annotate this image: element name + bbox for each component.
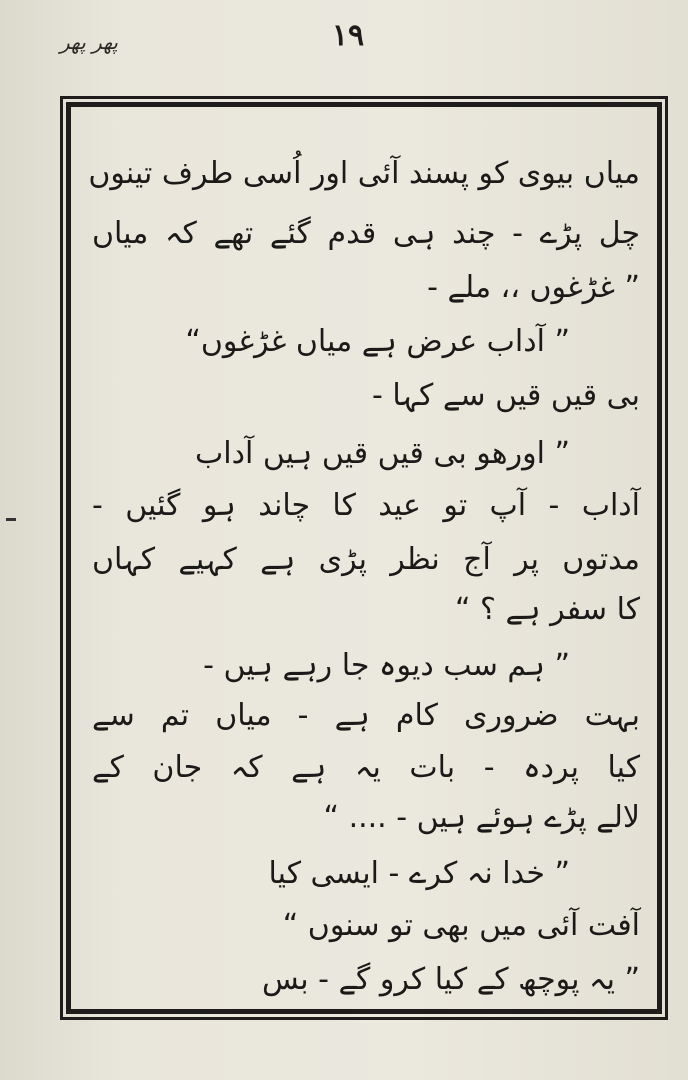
text-line-15: آفت آئی میں بھی تو سنوں “ (282, 908, 640, 943)
text-line-7: آداب - آپ تو عید کا چاند ہو گئیں - (92, 488, 640, 523)
text-line-6: ” اورھو بی قیں قیں ہیں آداب (195, 436, 570, 471)
text-line-5: بی قیں قیں سے کہا - (371, 378, 640, 413)
text-line-10: ” ہم سب دیوہ جا رہے ہیں - (203, 648, 570, 683)
text-line-8: مدتوں پر آج نظر پڑی ہے کہیے کہاں (92, 542, 640, 577)
text-line-14: ” خدا نہ کرے - ایسی کیا (268, 856, 570, 891)
text-line-9: کا سفر ہے ؟ “ (454, 592, 640, 627)
margin-mark (6, 518, 16, 521)
page-number: ۱۹ (331, 18, 365, 53)
text-line-11: بہت ضروری کام ہے - میاں تم سے (92, 698, 640, 733)
text-line-4: ” آداب عرض ہے میاں غڑغوں“ (185, 324, 570, 359)
text-line-13: لالے پڑے ہوئے ہیں - .... “ (323, 800, 640, 835)
text-line-16: ” یہ پوچھ کے کیا کرو گے - بس (261, 962, 640, 997)
running-header: پھر پھر (60, 30, 118, 54)
text-line-2: چل پڑے - چند ہی قدم گئے تھے کہ میاں (92, 216, 640, 251)
text-line-12: کیا پردہ - بات یہ ہے کہ جان کے (92, 750, 640, 785)
text-line-3: ” غڑغوں ،، ملے - (427, 270, 640, 305)
text-line-1: میاں بیوی کو پسند آئی اور اُسی طرف تینوں (88, 156, 640, 191)
